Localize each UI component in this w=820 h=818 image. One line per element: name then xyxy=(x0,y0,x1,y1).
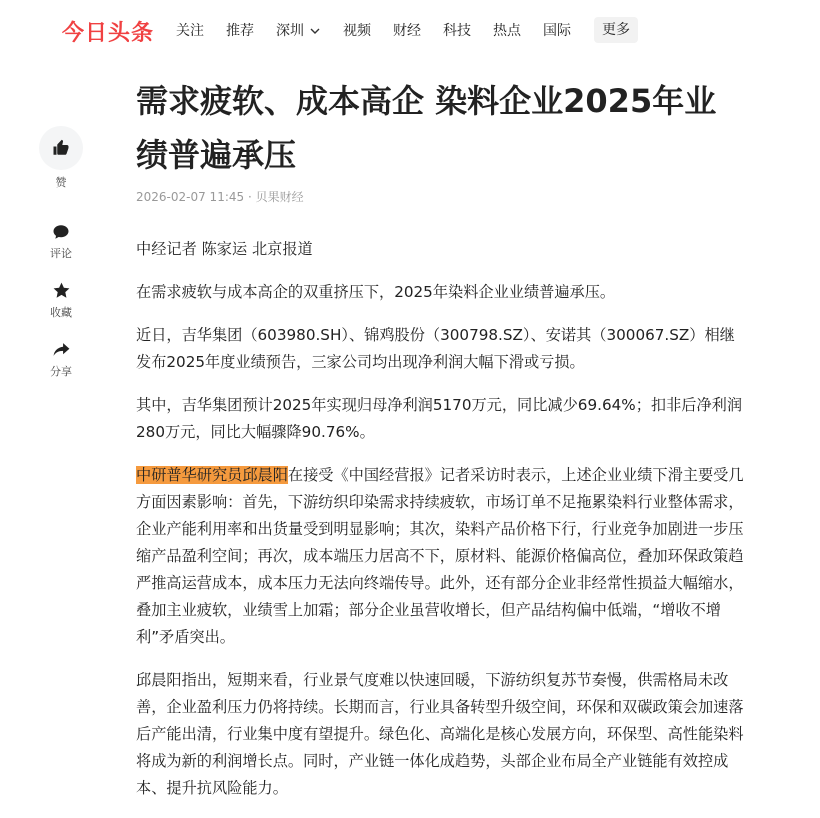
nav-city-shenzhen[interactable] xyxy=(276,22,321,40)
paragraph-text: 在接受《中国经营报》记者采访时表示，上述企业业绩下滑主要受几方面因素影响：首先，下游纺织印染需求持续疲软，市场订单不足拖累染料行业整体需求，企业产能利用率和出货量受到明显影响；其次，染料产品价格下行，行业竞争加剧进一步压缩产品盈利空间；再次，成本端压力居高不下，原材料、能源价格偏高位，叠加环保政策趋严推高运营成本，成本压力无法向终端传导。此外，还有部分企业非经常性损益大幅缩水，叠加主业疲软，业绩雪上加霜；部分企业虽营收增长，但产品结构偏中低端，“增收不增利”矛盾突出。 xyxy=(136,466,744,646)
nav-city-label: 深圳 xyxy=(276,23,304,39)
article-paragraph: 在需求疲软与成本高企的双重挤压下，2025年染料企业业绩普遍承压。 xyxy=(136,283,616,301)
nav-hot[interactable]: 热点 xyxy=(493,23,521,39)
like-action[interactable] xyxy=(38,126,84,190)
nav-follow[interactable]: 关注 xyxy=(176,23,204,39)
article-title: 需求疲软、成本高企 染料企业2025年业绩普遍承压 xyxy=(136,82,717,174)
share-label: 分享 xyxy=(50,365,72,378)
more-button[interactable]: 更多 xyxy=(594,17,638,43)
nav-video[interactable]: 视频 xyxy=(343,23,371,39)
article-body xyxy=(136,236,748,818)
comment-icon xyxy=(52,223,70,241)
favorite-label: 收藏 xyxy=(50,306,72,319)
highlighted-text[interactable]: 中研普华研究员邱晨阳 xyxy=(136,466,288,484)
like-label: 赞 xyxy=(55,176,67,189)
nav-tech[interactable]: 科技 xyxy=(443,23,471,39)
article-paragraph: 邱晨阳指出，短期来看，行业景气度难以快速回暖，下游纺织复苏节奏慢，供需格局未改善，企业盈利压力仍将持续。长期而言，行业具备转型升级空间，环保和双碳政策会加速落后产能出清，行业集中度有望提升。绿色化、高端化是核心发展方向，环保型、高性能染料将成为新的利润增长点。同时，产业链一体化成趋势，头部企业布局全产业链能有效控成本、提升抗风险能力。 xyxy=(136,671,744,797)
share-icon xyxy=(52,340,71,359)
nav-finance[interactable]: 财经 xyxy=(393,23,421,39)
article-paragraph: 中经记者 陈家运 北京报道 xyxy=(136,240,313,258)
toutiao-logo[interactable]: 今日头条 xyxy=(62,21,155,46)
article-meta: 2026-02-07 11:45 · 贝果财经 xyxy=(136,190,304,204)
top-nav xyxy=(176,22,593,40)
comment-label: 评论 xyxy=(50,247,72,260)
star-icon xyxy=(52,281,71,300)
chevron-down-icon xyxy=(309,25,321,37)
share-action[interactable] xyxy=(38,340,84,379)
nav-recommend[interactable]: 推荐 xyxy=(226,23,254,39)
comment-action[interactable] xyxy=(38,223,84,261)
like-button[interactable] xyxy=(39,126,83,170)
nav-international[interactable]: 国际 xyxy=(543,23,571,39)
article-paragraph: 其中，吉华集团预计2025年实现归母净利润5170万元，同比减少69.64%；扣非后净利润280万元，同比大幅骤降90.76%。 xyxy=(136,396,743,441)
thumbs-up-icon xyxy=(52,139,70,157)
favorite-action[interactable] xyxy=(38,281,84,320)
article-paragraph: 近日，吉华集团（603980.SH）、锦鸡股份（300798.SZ）、安诺其（300067.SZ）相继发布2025年度业绩预告，三家公司均出现净利润大幅下滑或亏损。 xyxy=(136,326,735,371)
article-paragraph xyxy=(136,462,748,651)
